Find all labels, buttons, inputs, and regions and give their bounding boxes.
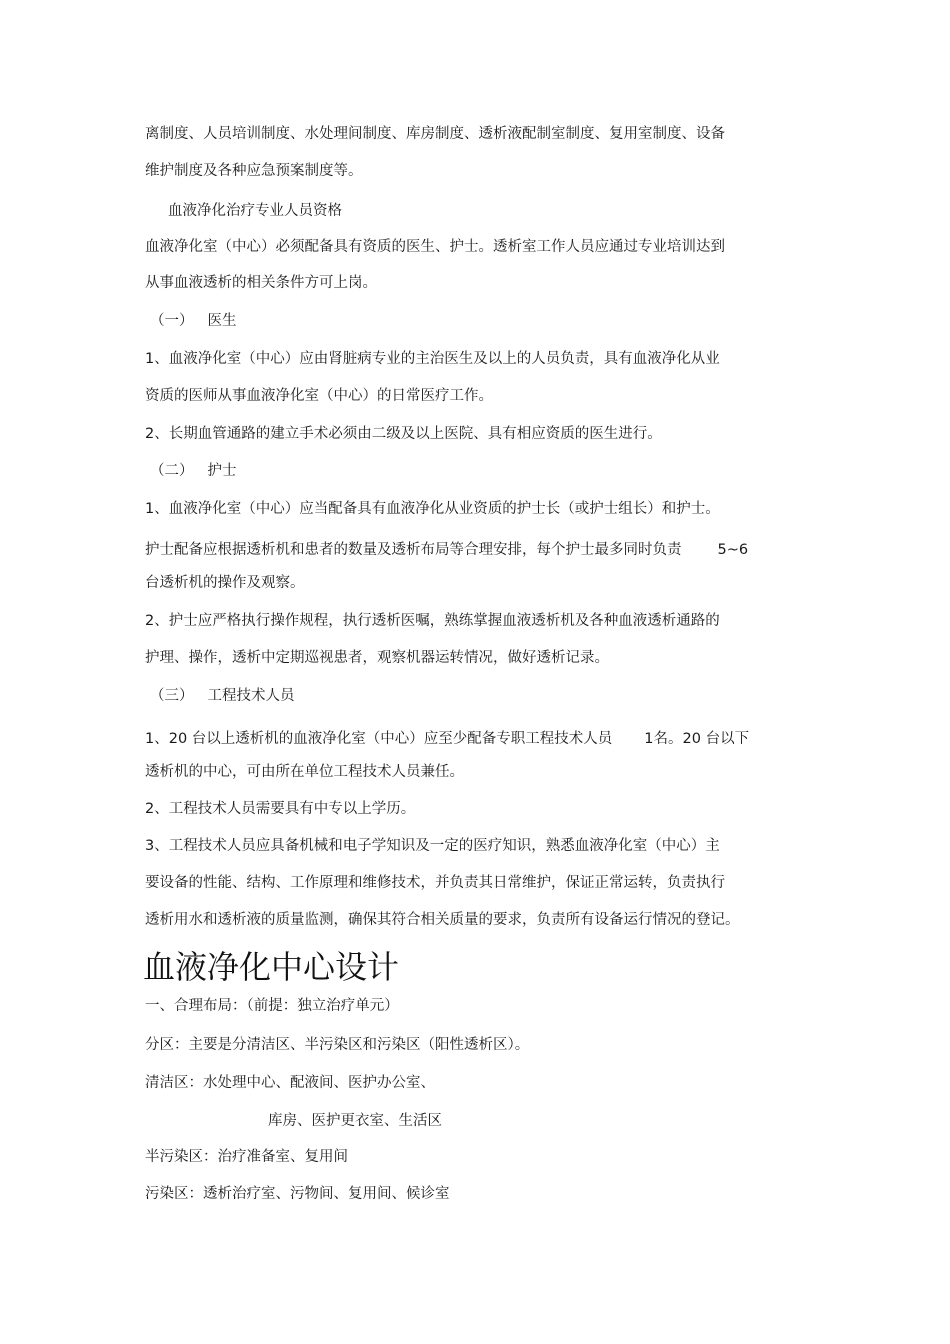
paragraph-line: 2、护士应严格执行操作规程，执行透析医嘱，熟练掌握血液透析机及各种血液透析通路的 xyxy=(145,613,720,629)
section-heading: 血液净化治疗专业人员资格 xyxy=(168,203,342,219)
paragraph-line: 从事血液透析的相关条件方可上岗。 xyxy=(145,275,377,291)
subsection-heading-nurse xyxy=(150,461,237,481)
subsection-heading-doctor xyxy=(150,311,237,331)
subsection-heading-engineer xyxy=(150,686,295,706)
paragraph-line: 1、血液净化室（中心）应当配备具有血液净化从业资质的护士长（或护士组长）和护士。 xyxy=(145,501,720,517)
paragraph-line: 分区：主要是分清洁区、半污染区和污染区（阳性透析区）。 xyxy=(145,1037,530,1053)
paragraph-line: 资质的医师从事血液净化室（中心）的日常医疗工作。 xyxy=(145,388,493,404)
paragraph-line: 透析机的中心，可由所在单位工程技术人员兼任。 xyxy=(145,764,464,780)
line-text: 护士配备应根据透析机和患者的数量及透析布局等合理安排，每个护士最多同时负责 xyxy=(145,542,682,558)
subsection-title: 医生 xyxy=(207,313,237,329)
subsection-title: 工程技术人员 xyxy=(207,688,295,704)
subsection-number: （二） xyxy=(150,463,194,479)
page-title: 血液净化中心设计 xyxy=(143,948,400,986)
paragraph-line: 清洁区：水处理中心、配液间、医护办公室、 xyxy=(145,1075,435,1091)
subsection-number: （一） xyxy=(150,313,194,329)
paragraph-line xyxy=(145,729,749,749)
line-text: 1名。20 台以下 xyxy=(644,731,750,747)
paragraph-line: 库房、医护更衣室、生活区 xyxy=(268,1113,442,1129)
line-number: 5~6 xyxy=(717,542,749,558)
paragraph-line: 透析用水和透析液的质量监测，确保其符合相关质量的要求，负责所有设备运行情况的登记。 xyxy=(145,912,740,928)
paragraph-line: 2、工程技术人员需要具有中专以上学历。 xyxy=(145,801,416,817)
paragraph-line: 维护制度及各种应急预案制度等。 xyxy=(145,163,363,179)
paragraph-line: 1、血液净化室（中心）应由肾脏病专业的主治医生及以上的人员负责，具有血液净化从业 xyxy=(145,351,720,367)
subsection-number: （三） xyxy=(150,688,194,704)
paragraph-line: 离制度、人员培训制度、水处理间制度、库房制度、透析液配制室制度、复用室制度、设备 xyxy=(145,126,725,142)
paragraph-line: 一、合理布局：（前提：独立治疗单元） xyxy=(145,998,399,1014)
paragraph-line: 半污染区：治疗准备室、复用间 xyxy=(145,1149,348,1165)
paragraph-line: 护理、操作，透析中定期巡视患者，观察机器运转情况，做好透析记录。 xyxy=(145,650,609,666)
paragraph-line: 要设备的性能、结构、工作原理和维修技术，并负责其日常维护，保证正常运转，负责执行 xyxy=(145,875,725,891)
paragraph-line: 3、工程技术人员应具备机械和电子学知识及一定的医疗知识，熟悉血液净化室（中心）主 xyxy=(145,838,720,854)
line-text: 1、20 台以上透析机的血液净化室（中心）应至少配备专职工程技术人员 xyxy=(145,731,613,747)
paragraph-line: 血液净化室（中心）必须配备具有资质的医生、护士。透析室工作人员应通过专业培训达到 xyxy=(145,239,725,255)
paragraph-line: 台透析机的操作及观察。 xyxy=(145,575,305,591)
paragraph-line: 2、长期血管通路的建立手术必须由二级及以上医院、具有相应资质的医生进行。 xyxy=(145,426,662,442)
paragraph-line xyxy=(145,540,748,560)
subsection-title: 护士 xyxy=(207,463,237,479)
paragraph-line: 污染区：透析治疗室、污物间、复用间、候诊室 xyxy=(145,1186,450,1202)
